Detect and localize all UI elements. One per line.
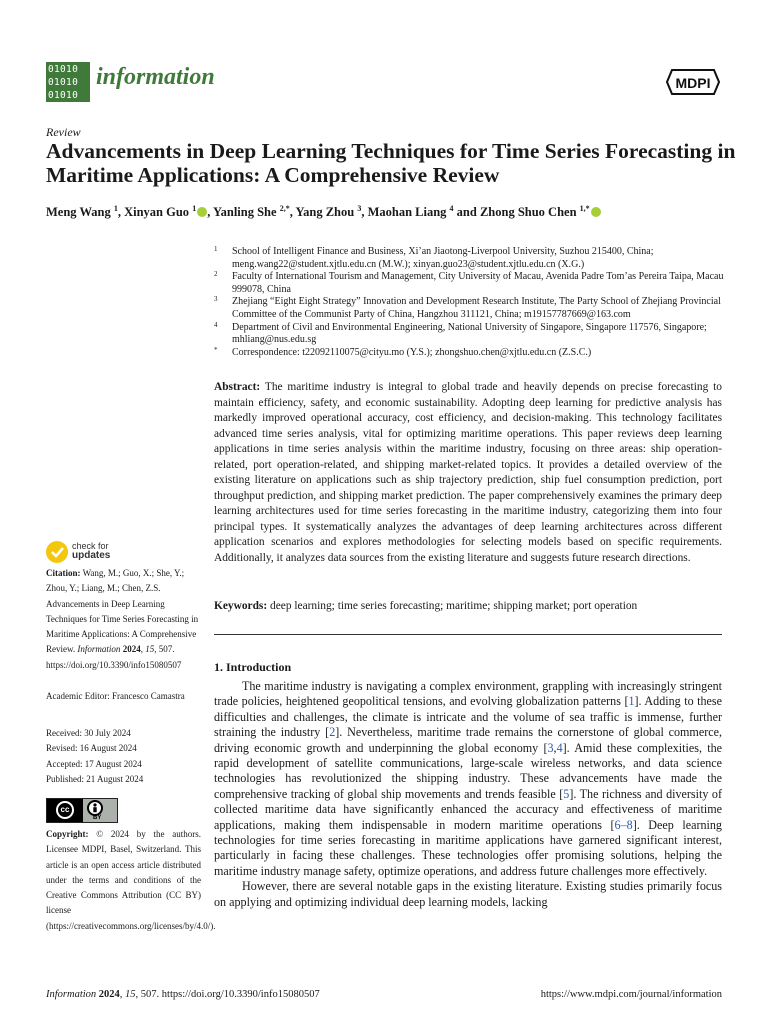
- citation-journal: Information: [77, 644, 121, 655]
- accepted-date: Accepted: 17 August 2024: [46, 758, 142, 769]
- citation-reference-link[interactable]: 2: [329, 725, 336, 740]
- intro-paragraph-2: However, there are several notable gaps in the existing literature. Existing studies primarily focus on applying and optimizing individual deep learning models, lacking: [214, 879, 722, 909]
- affiliation-text: Correspondence: t22092110075@cityu.mo (Y.S.); zhongshuo.chen@xjtlu.edu.cn (Z.S.C.): [232, 346, 592, 358]
- citation-volume: 15: [145, 644, 155, 655]
- journal-logo: [46, 62, 90, 102]
- citation-label: Citation:: [46, 568, 81, 578]
- citation-reference-link[interactable]: 1: [628, 694, 635, 709]
- author-affiliation-marker: 1: [113, 204, 118, 213]
- affiliation-item: [214, 271, 724, 296]
- citation-year: 2024: [122, 644, 141, 655]
- check-updates-line1: check for: [72, 541, 109, 551]
- paragraph-text: ]. Deep learning technologies for time series forecasting in maritime applications have garnered significant interest, particularly in facing these challenges. These technologies offer promising solutions, helping the maritime industry manage safety, optimize operations, and address future challenges more effectively.: [214, 817, 722, 878]
- introduction-body: [214, 679, 722, 910]
- affiliation-text: School of Intelligent Finance and Business, Xi’an Jiaotong-Liverpool University, Suzhou 215400, China; meng.wang22@student.xjtlu.edu.cn (M.W.); xinyan.guo23@student.xjtlu.edu.cn (X.G.): [232, 246, 654, 270]
- paragraph-text: ]. The richness and diversity of collected maritime data have significantly enhanced the accuracy and effectiveness of maritime applications, making them indispensable in modern maritime operations [: [214, 786, 722, 832]
- paragraph-text: The maritime industry is navigating a complex environment, grappling with increasingly stringent trade policies, heightened geopolitical tensions, and evolving globalization patterns [: [214, 679, 722, 709]
- affiliation-item: [214, 322, 724, 347]
- abstract-label: Abstract:: [214, 381, 261, 393]
- affiliation-number: 2: [214, 270, 218, 279]
- paragraph-text: ,: [553, 740, 557, 755]
- section-heading: 1. Introduction: [214, 660, 292, 674]
- revised-date: Revised: 16 August 2024: [46, 743, 137, 754]
- logo-line: 01010: [48, 90, 79, 101]
- person-icon: [87, 800, 103, 816]
- footer-volume: 15: [125, 989, 136, 1000]
- section-divider: [214, 634, 722, 635]
- received-date: Received: 30 July 2024: [46, 728, 131, 738]
- author-name: Zhong Shuo Chen: [479, 205, 580, 220]
- footer-journal: Information: [46, 989, 97, 1000]
- author-affiliation-marker: 1,*: [579, 204, 590, 213]
- affiliation-item: [214, 246, 724, 271]
- author-affiliation-marker: 3: [357, 204, 362, 213]
- author-name: Maohan Liang: [367, 205, 450, 220]
- abstract: [214, 380, 722, 567]
- paragraph-text: ]. Adding to these difficulties and challenges, the climate is intricate and the volume of sea traffic is immense, further straining the industry [: [214, 694, 722, 740]
- author-affiliation-marker: 2,*: [279, 204, 290, 213]
- author-affiliation-marker: 1: [192, 204, 197, 213]
- academic-editor: Academic Editor: Francesco Camastra: [46, 691, 185, 701]
- article-type: Review: [46, 125, 81, 139]
- cc-by-license-badge[interactable]: [46, 798, 118, 823]
- publication-dates: [46, 726, 201, 787]
- affiliations: [214, 246, 724, 359]
- check-updates-icon: [46, 541, 68, 563]
- affiliation-item: [214, 347, 724, 360]
- footer-citation: Information 2024, 15, 507. https://doi.org/10.3390/info15080507: [46, 989, 320, 1000]
- affiliation-number: 1: [214, 245, 218, 253]
- citation-reference-link[interactable]: 4: [556, 740, 563, 755]
- mdpi-logo: [666, 68, 720, 96]
- copyright-block: [46, 827, 216, 934]
- author-name: Yanling She: [212, 205, 280, 220]
- logo-line: 01010: [48, 77, 79, 88]
- author-name: Meng Wang: [46, 205, 114, 220]
- keywords-text: deep learning; time series forecasting; maritime; shipping market; port operation: [270, 600, 638, 612]
- affiliation-text: Zhejiang “Eight Eight Strategy” Innovation and Development Research Institute, The Party School of Zhejiang Provincial Committee of the Communist Party of China, Hangzhou 311121, China; m19157787669@163.com: [232, 296, 721, 320]
- check-for-updates-badge[interactable]: [46, 540, 126, 566]
- logo-line: 01010: [48, 64, 79, 75]
- cc-by-label: BY: [93, 815, 102, 821]
- citation-block: Citation: Wang, M.; Guo, X.; She, Y.; Zhou, Y.; Liang, M.; Chen, Z.S. Advancements in Deep Learning Techniques for Time Series Forecasting in Maritime Applications: A Comprehensive Review. Information 2024, 15, 507. https://doi.org/10.3390/info15080507: [46, 568, 199, 670]
- affiliation-item: [214, 296, 724, 321]
- journal-name: information: [96, 64, 215, 90]
- footer-doi[interactable]: , 507. https://doi.org/10.3390/info15080507: [135, 989, 320, 1000]
- paragraph-text: ]. Nevertheless, maritime trade remains the cornerstone of global commerce, driving economic growth and underpinning the global economy [: [214, 725, 722, 755]
- orcid-icon[interactable]: [591, 207, 601, 217]
- author-affiliation-marker: 4: [449, 204, 454, 213]
- check-updates-line2: updates: [72, 550, 111, 561]
- citation-reference-link[interactable]: 6–8: [614, 817, 633, 832]
- footer-journal-url[interactable]: https://www.mdpi.com/journal/information: [540, 989, 722, 1000]
- author-name: Yang Zhou: [295, 205, 358, 220]
- copyright-text: © 2024 by the authors. Licensee MDPI, Basel, Switzerland. This article is an open access article distributed under the terms and conditions of the Creative Commons Attribution (CC BY) license (https://creativecommons.org/licenses/by/4.0/).: [46, 829, 216, 931]
- cc-icon: cc: [56, 801, 74, 819]
- abstract-text: The maritime industry is integral to global trade and heavily depends on precise forecasting to maintain efficiency, safety, and economic sustainability. Adopting deep learning for predictive analysis has markedly improved operational accuracy, cost efficiency, and decision-making. This technology facilitates advanced time series analysis, vital for optimizing maritime operations. This paper reviews deep learning applications in time series analysis within the maritime industry, focusing on three areas: ship operation-related, port operation-related, and shipping market-related topics. It provides a detailed overview of the existing literature on applications such as ship trajectory prediction, ship fuel consumption prediction, port throughput prediction, and shipping market prediction. The paper comprehensively examines the primary deep learning architectures used for time series forecasting in the maritime industry, categorizing them into four principal types. It systematically analyzes the advantages of deep learning architectures across different application scenarios and explores methodologies for selecting models based on specific requirements. Additionally, it analyzes data sources from the existing literature and suggests future research directions.: [214, 381, 722, 565]
- keywords: [214, 600, 722, 612]
- published-date: Published: 21 August 2024: [46, 773, 144, 784]
- article-title: Advancements in Deep Learning Techniques for Time Series Forecasting in Maritime Applications: A Comprehensive Review: [46, 139, 736, 187]
- paragraph-text: ]. Amid these complexities, the rapid development of satellite communications, large-scale wireless networks, and data science technologies has revolutionized the shipping industry. These advancements have made the comprehensive tracking of global ship movements and trends feasible [: [214, 740, 722, 801]
- affiliation-number: 4: [214, 320, 218, 329]
- keywords-label: Keywords:: [214, 600, 268, 612]
- affiliation-number: 3: [214, 295, 218, 304]
- affiliation-text: Faculty of International Tourism and Management, City University of Macau, Avenida Padre Tom’as Pereira Taipa, Macau 999078, China: [232, 271, 724, 295]
- citation-reference-link[interactable]: 3: [547, 740, 554, 755]
- orcid-icon[interactable]: [197, 207, 207, 217]
- publisher-name: MDPI: [675, 75, 711, 91]
- citation-reference-link[interactable]: 5: [563, 786, 570, 801]
- footer-year: 2024: [98, 989, 120, 1000]
- affiliation-number: *: [214, 345, 218, 354]
- citation-text: Wang, M.; Guo, X.; She, Y.; Zhou, Y.; Liang, M.; Chen, Z.S. Advancements in Deep Learning Techniques for Time Series Forecasting in Maritime Applications: A Comprehensive Review.: [46, 568, 199, 655]
- author-name: Xinyan Guo: [124, 205, 193, 220]
- affiliation-text: Department of Civil and Environmental Engineering, National University of Singapore, Singapore 117576, Singapore; mhliang@nus.edu.sg: [232, 321, 707, 346]
- intro-paragraph-1: [214, 679, 722, 879]
- citation-doi[interactable]: , 507. https://doi.org/10.3390/info15080507: [46, 644, 182, 670]
- copyright-label: Copyright:: [46, 829, 89, 839]
- author-list: Meng Wang $^1$, Xinyan Guo $^1$ , Yanling She $^{2,*}$, Yang Zhou $^3$, Maohan Liang $^4$ and Zhong Shuo Chen $^{1,*}$: [46, 204, 726, 220]
